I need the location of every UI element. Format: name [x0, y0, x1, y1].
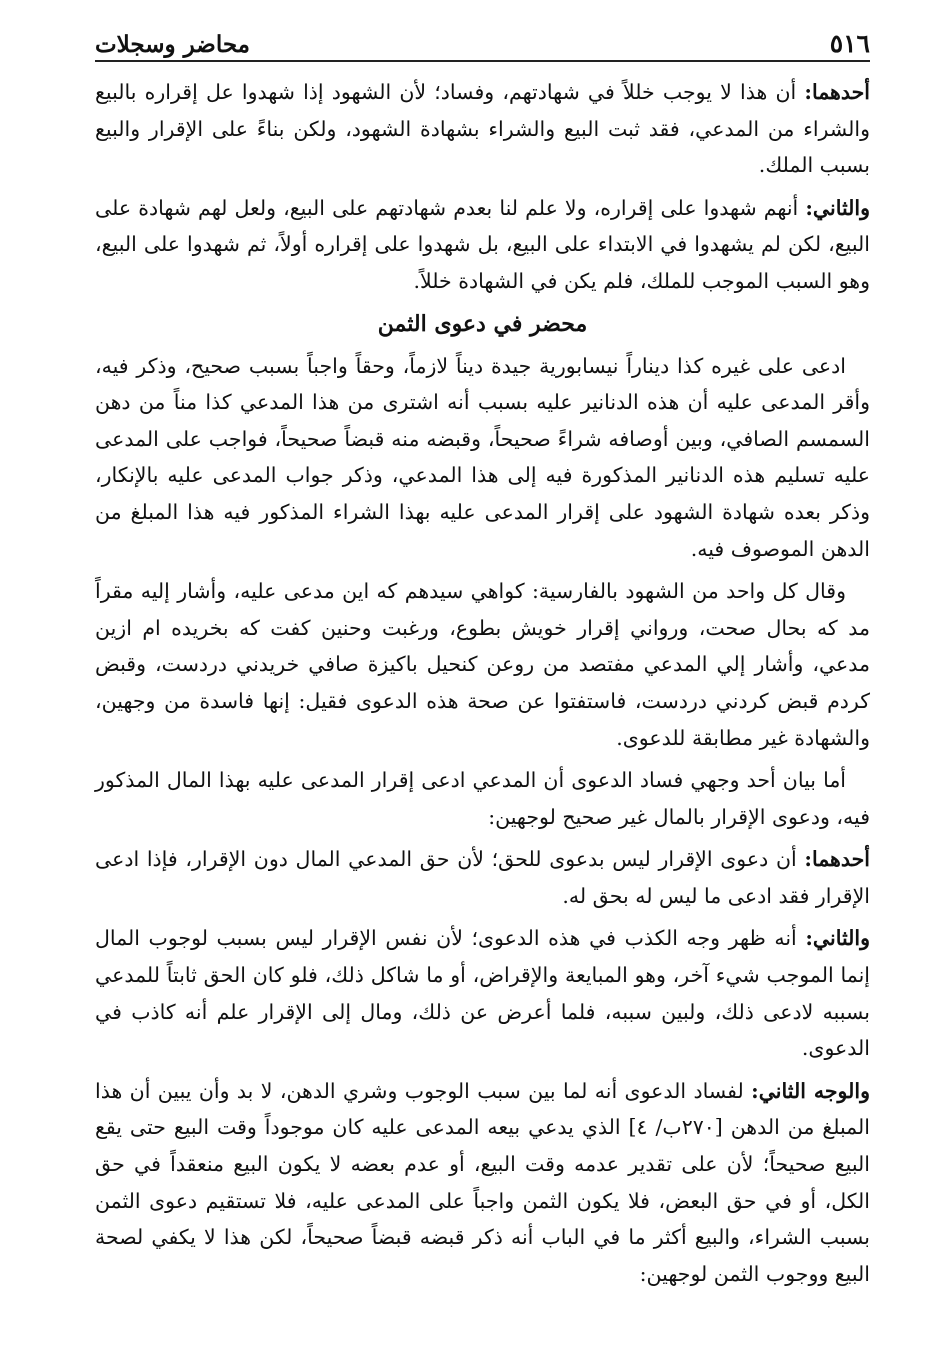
paragraph-2-lead: والثاني: [805, 195, 870, 220]
paragraph-1-text: أن هذا لا يوجب خللاً في شهادتهم، وفساد؛ لأن الشهود إذا شهدوا عل إقراره بالبيع والشراء من المدعي، فقد ثبت البيع والشراء بشهادة الشهود، ولكن بناءً على الإقرار والبيع بسبب الملك. [95, 80, 870, 178]
paragraph-1 [95, 74, 870, 184]
paragraph-2-text: أنهم شهدوا على إقراره، ولا علم لنا بعدم شهادتهم على البيع، ولعل لهم شهادة على البيع، لكن لم يشهدوا في الابتداء على البيع، بل شهدوا على إقراره أولاً، ثم شهدوا على البيع، وهو السبب الموجب للملك، فلم يكن في الشهادة خللاً. [95, 195, 870, 293]
paragraph-6-text: أن دعوى الإقرار ليس بدعوى للحق؛ لأن حق المدعي المال دون الإقرار، فإذا ادعى الإقرار فقد ادعى ما ليس له بحق له. [95, 847, 870, 908]
paragraph-8-text: لفساد الدعوى أنه لما بين سبب الوجوب وشري الدهن، لا بد وأن يبين أن هذا المبلغ من الدهن [٢٧٠ب/ ٤] الذي يدعي بيعه المدعى عليه كان موجوداً وقت البيع حتى يقع البيع صحيحاً؛ لأن على تقدير عدمه وقت البيع، أو عدم بعضه لا يكون البيع منعقداً في حق الكل، أو في حق البعض، فلا يكون الثمن واجباً على المدعى عليه، فلا تستقيم دعوى الثمن بسبب الشراء، والبيع أكثر ما في الباب أنه ذكر قبضه قبضاً صحيحاً، لكن هذا لا يكفي لصحة البيع ووجوب الثمن لوجهين: [95, 1078, 870, 1286]
paragraph-3: ادعى على غيره كذا ديناراً نيسابورية جيدة ديناً لازماً، وحقاً واجباً بسبب صحيح، وذكر فيه، وأقر المدعى عليه أن هذه الدنانير عليه بسبب أنه اشترى من هذا المدعي كذا مناً من دهن السمسم الصافي، وبين أوصافه شراءً صحيحاً، وقبضه منه قبضاً صحيحاً، فواجب على المدعى عليه تسليم هذه الدنانير المذكورة فيه إلى هذا المدعي، وذكر جواب المدعى عليه بالإنكار، وذكر بعده شهادة الشهود على إقرار المدعى عليه بهذا الشراء المذكور فيه هذا المبلغ من الدهن الموصوف فيه. [95, 353, 870, 561]
paragraph-7 [95, 920, 870, 1066]
section-title: محضر في دعوى الثمن [377, 310, 588, 337]
paragraph-8-lead: والوجه الثاني: [751, 1078, 870, 1103]
paragraph-7-lead: والثاني: [805, 926, 870, 951]
paragraph-5: أما بيان أحد وجهي فساد الدعوى أن المدعي ادعى إقرار المدعى عليه بهذا المال المذكور فيه، ودعوى الإقرار بالمال غير صحيح لوجهين: [95, 768, 870, 829]
page-body [95, 74, 870, 1292]
paragraph-7-text: أنه ظهر وجه الكذب في هذه الدعوى؛ لأن نفس الإقرار ليس بسبب لوجوب المال إنما الموجب شيء آخر، وهو المبايعة والإقراض، أو ما شاكل ذلك، فلو كان الحق ثابتاً للمدعي بسببه لادعى ذلك، ولبين سببه، فلما أعرض عن ذلك، ومال إلى الإقرار علم أنه كاذب في الدعوى. [95, 926, 870, 1061]
paragraph-8 [95, 1073, 870, 1293]
running-title: محاضر وسجلات [95, 31, 251, 58]
paragraph-1-lead: أحدهما: [804, 80, 870, 104]
paragraph-6-lead: أحدهما: [804, 847, 870, 872]
book-page [95, 22, 870, 1352]
paragraph-2 [95, 190, 870, 300]
page-header [95, 22, 870, 62]
page-number: ٥١٦ [829, 29, 870, 58]
paragraph-6 [95, 841, 870, 914]
paragraph-4: وقال كل واحد من الشهود بالفارسية: كواهي سيدهم كه اين مدعى عليه، وأشار إليه مقراً مد كه بحال صحت، ورواني إقرار خويش بطوع، ورغبت وحنين كفت كه بخريده ام ازين مدعي، وأشار إلي المدعي مفتصد من روعن كنحيل باكيزة صافي خريدني دردست، وقبض كردم قبض كردني دردست، فاستفتوا عن صحة هذه الدعوى فقيل: إنها فاسدة من وجهين، والشهادة غير مطابقة للدعوى. [95, 579, 870, 750]
